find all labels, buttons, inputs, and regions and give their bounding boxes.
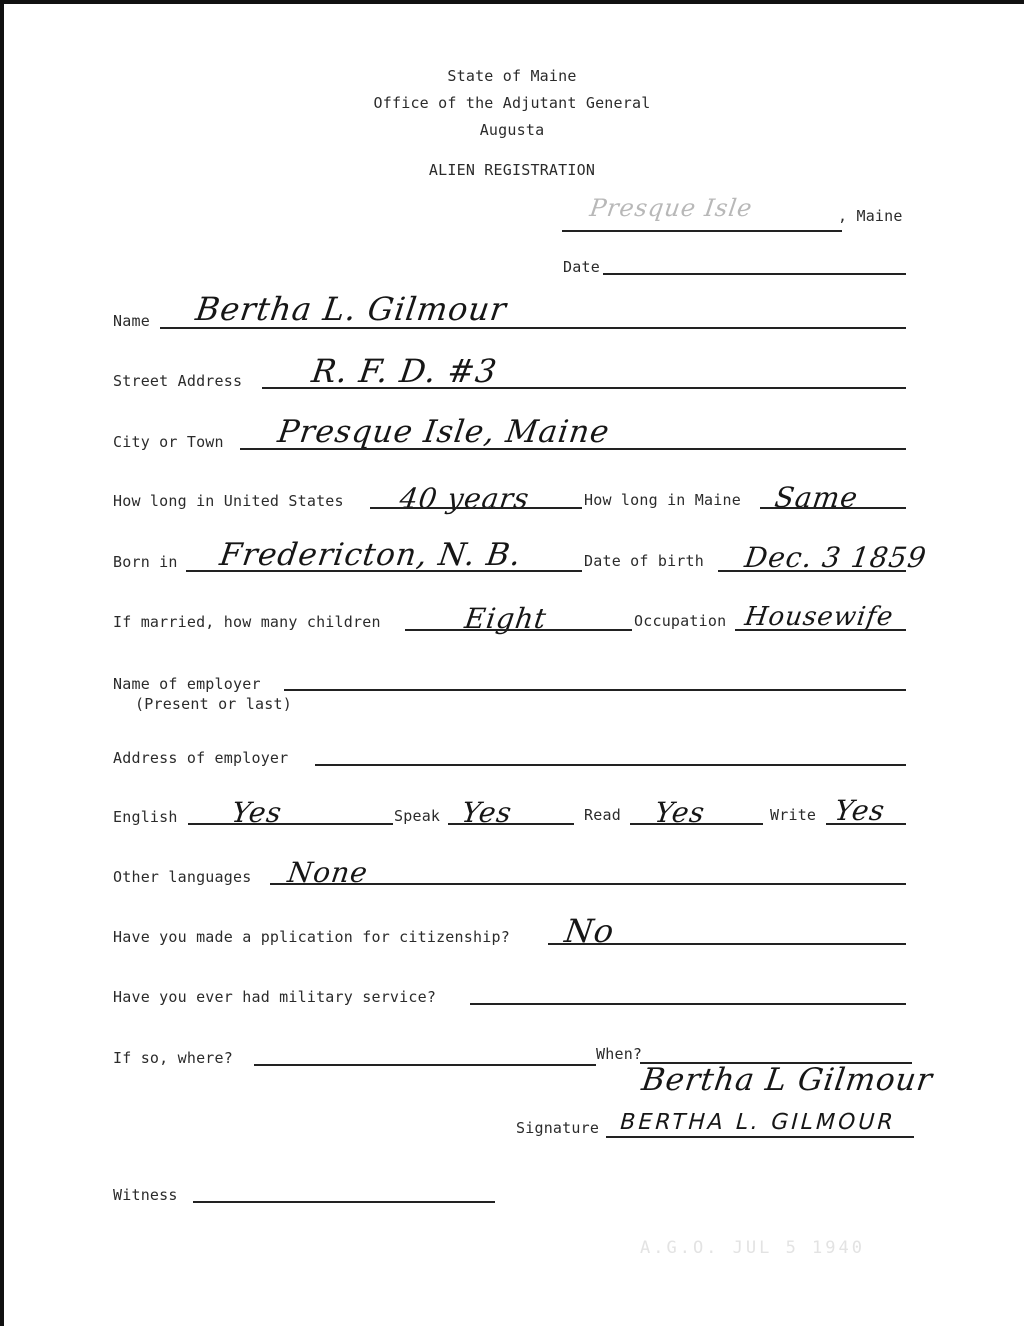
citizenship-label: Have you made a pplication for citizenship? bbox=[113, 928, 510, 946]
employer-name-note: (Present or last) bbox=[135, 695, 292, 713]
write-line bbox=[826, 823, 906, 825]
how-long-us-line bbox=[370, 507, 582, 509]
street-address-line bbox=[262, 387, 906, 389]
when-label: When? bbox=[596, 1045, 643, 1063]
form-title: ALIEN REGISTRATION bbox=[428, 161, 596, 179]
city-label: City or Town bbox=[113, 433, 224, 451]
speak-label: Speak bbox=[394, 807, 441, 825]
write-label: Write bbox=[770, 806, 817, 824]
how-long-maine-line bbox=[760, 507, 906, 509]
english-value: Yes bbox=[229, 796, 285, 829]
where-label: If so, where? bbox=[113, 1049, 233, 1067]
military-line bbox=[470, 1003, 906, 1005]
citizenship-value: No bbox=[562, 912, 617, 950]
name-value: Bertha L. Gilmour bbox=[193, 290, 510, 328]
signature-line bbox=[606, 1136, 914, 1138]
date-label: Date bbox=[563, 258, 600, 276]
employer-address-line bbox=[315, 764, 906, 766]
date-of-birth-value: Dec. 3 1859 bbox=[742, 541, 929, 574]
header-office: Office of the Adjutant General bbox=[373, 94, 651, 112]
street-address-label: Street Address bbox=[113, 372, 243, 390]
how-long-us-value: 40 years bbox=[397, 482, 532, 515]
how-long-us-label: How long in United States bbox=[113, 492, 344, 510]
speak-line bbox=[448, 823, 574, 825]
children-value: Eight bbox=[462, 602, 549, 635]
name-label: Name bbox=[113, 312, 150, 330]
signature-label: Signature bbox=[516, 1119, 600, 1137]
signature-script: Bertha L Gilmour bbox=[639, 1062, 936, 1098]
children-label: If married, how many children bbox=[113, 613, 381, 631]
read-label: Read bbox=[584, 806, 621, 824]
header-city: Augusta bbox=[479, 121, 545, 139]
write-value: Yes bbox=[832, 794, 888, 827]
speak-value: Yes bbox=[459, 796, 515, 829]
citizenship-line bbox=[548, 943, 906, 945]
occupation-label: Occupation bbox=[634, 612, 727, 630]
employer-address-label: Address of employer bbox=[113, 749, 289, 767]
date-line bbox=[603, 273, 906, 275]
english-line bbox=[188, 823, 393, 825]
born-in-label: Born in bbox=[113, 553, 178, 571]
children-line bbox=[405, 629, 632, 631]
other-languages-value: None bbox=[285, 856, 371, 889]
born-in-line bbox=[186, 570, 582, 572]
signature-print: BERTHA L. GILMOUR bbox=[616, 1110, 899, 1135]
read-line bbox=[630, 823, 763, 825]
employer-name-line bbox=[284, 689, 906, 691]
witness-label: Witness bbox=[113, 1186, 178, 1204]
scan-edge-left bbox=[0, 0, 4, 1326]
town-line bbox=[562, 230, 842, 232]
name-line bbox=[160, 327, 906, 329]
street-address-value: R. F. D. #3 bbox=[309, 352, 500, 390]
city-value: Presque Isle, Maine bbox=[275, 414, 613, 450]
read-value: Yes bbox=[652, 796, 708, 829]
maine-label: , Maine bbox=[838, 207, 903, 225]
how-long-maine-label: How long in Maine bbox=[584, 491, 741, 509]
military-label: Have you ever had military service? bbox=[113, 988, 437, 1006]
employer-name-label: Name of employer bbox=[113, 675, 261, 693]
header-state: State of Maine bbox=[447, 67, 577, 85]
date-of-birth-line bbox=[718, 570, 906, 572]
born-in-value: Fredericton, N. B. bbox=[217, 537, 524, 573]
town-value: Presque Isle bbox=[588, 194, 755, 222]
other-languages-label: Other languages bbox=[113, 868, 252, 886]
english-label: English bbox=[113, 808, 178, 826]
where-line bbox=[254, 1064, 596, 1066]
occupation-value: Housewife bbox=[742, 602, 896, 632]
received-stamp: A.G.O. JUL 5 1940 bbox=[640, 1238, 865, 1258]
how-long-maine-value: Same bbox=[772, 481, 861, 514]
occupation-line bbox=[735, 629, 906, 631]
date-of-birth-label: Date of birth bbox=[584, 552, 704, 570]
witness-line bbox=[193, 1201, 495, 1203]
city-line bbox=[240, 448, 906, 450]
other-languages-line bbox=[270, 883, 906, 885]
scan-edge-top bbox=[0, 0, 1024, 4]
